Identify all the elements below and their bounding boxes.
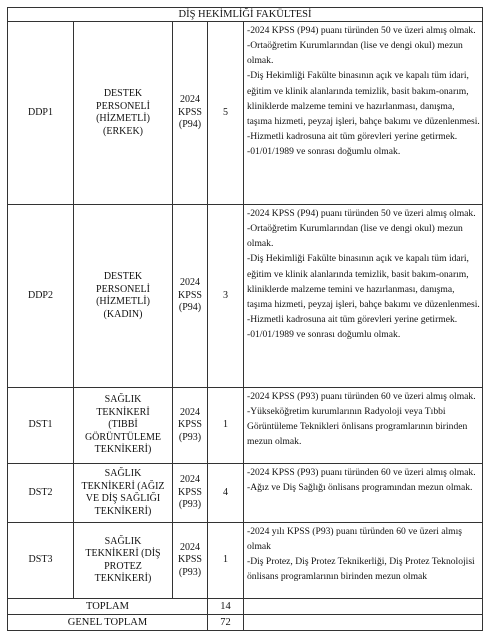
position-code: DDP2 [8,205,74,388]
position-code: DDP1 [8,22,74,205]
position-count: 1 [208,523,244,599]
table-row [8,523,483,599]
position-count: 1 [208,388,244,464]
grand-total-value: 72 [208,615,244,631]
grand-total-empty [244,615,483,631]
table-row [8,205,483,388]
table-row [8,388,483,464]
requirements: -2024 yılı KPSS (P93) puanı türünden 60 ve üzeri almış olmak -Diş Protez, Diş Protez Teknikerliği, Diş Protez Teknolojisi önlisans programlarının birinden mezun olmak [244,523,483,599]
requirements: -2024 KPSS (P94) puanı türünden 50 ve üzeri almış olmak. -Ortaöğretim Kurumlarından (lise ve dengi okul) mezun olmak. -Diş Hekimliği Fakülte binasının açık ve kapalı tüm idari, eğitim ve klinik alanlarında temizlik, basit bakım-onarım, kliniklerde malzeme temini ve hazırlanması, danışma, taşıma hizmeti, peyzaj işleri, bahçe bakımı ve düzenlenmesi. -Hizmetli kadrosuna ait tüm görevleri yerine getirmek. -01/01/1989 ve sonrası doğumlu olmak. [244,205,483,388]
position-count: 5 [208,22,244,205]
position-code: DST2 [8,464,74,523]
exam-type: 2024 KPSS (P93) [173,523,208,599]
positions-table-body [8,8,483,631]
requirements: -2024 KPSS (P94) puanı türünden 50 ve üzeri almış olmak. -Ortaöğretim Kurumlarından (lise ve dengi okul) mezun olmak. -Diş Hekimliği Fakülte binasının açık ve kapalı tüm idari, eğitim ve klinik alanlarında temizlik, basit bakım-onarım, kliniklerde malzeme temini ve hazırlanması, danışma, taşıma hizmeti, peyzaj işleri, bahçe bakımı ve düzenlenmesi. -Hizmetli kadrosuna ait tüm görevleri yerine getirmek. -01/01/1989 ve sonrası doğumlu olmak. [244,22,483,205]
total-row [8,599,483,615]
table-row [8,464,483,523]
requirements: -2024 KPSS (P93) puanı türünden 60 ve üzeri almış olmak. -Ağız ve Diş Sağlığı önlisans programından mezun olmak. [244,464,483,523]
table-header-row [8,8,483,22]
position-title: SAĞLIK TEKNİKERİ (AĞIZ VE DİŞ SAĞLIĞI TEKNİKERİ) [74,464,173,523]
position-title: DESTEK PERSONELİ (HİZMETLİ) (KADIN) [74,205,173,388]
exam-type: 2024 KPSS (P94) [173,22,208,205]
position-title: DESTEK PERSONELİ (HİZMETLİ) (ERKEK) [74,22,173,205]
position-code: DST1 [8,388,74,464]
exam-type: 2024 KPSS (P94) [173,205,208,388]
position-count: 4 [208,464,244,523]
position-code: DST3 [8,523,74,599]
total-empty [244,599,483,615]
position-count: 3 [208,205,244,388]
table-row [8,22,483,205]
grand-total-label: GENEL TOPLAM [8,615,208,631]
position-title: SAĞLIK TEKNİKERİ (DİŞ PROTEZ TEKNİKERİ) [74,523,173,599]
position-title: SAĞLIK TEKNİKERİ (TIBBİ GÖRÜNTÜLEME TEKNİKERİ) [74,388,173,464]
exam-type: 2024 KPSS (P93) [173,388,208,464]
positions-table [7,7,483,631]
total-value: 14 [208,599,244,615]
total-label: TOPLAM [8,599,208,615]
grand-total-row [8,615,483,631]
exam-type: 2024 KPSS (P93) [173,464,208,523]
faculty-title: DİŞ HEKİMLİĞİ FAKÜLTESİ [8,8,483,22]
requirements: -2024 KPSS (P93) puanı türünden 60 ve üzeri almış olmak. -Yükseköğretim kurumlarının Radyoloji veya Tıbbi Görüntüleme Teknikleri önlisans programlarının birinden mezun olmak. [244,388,483,464]
